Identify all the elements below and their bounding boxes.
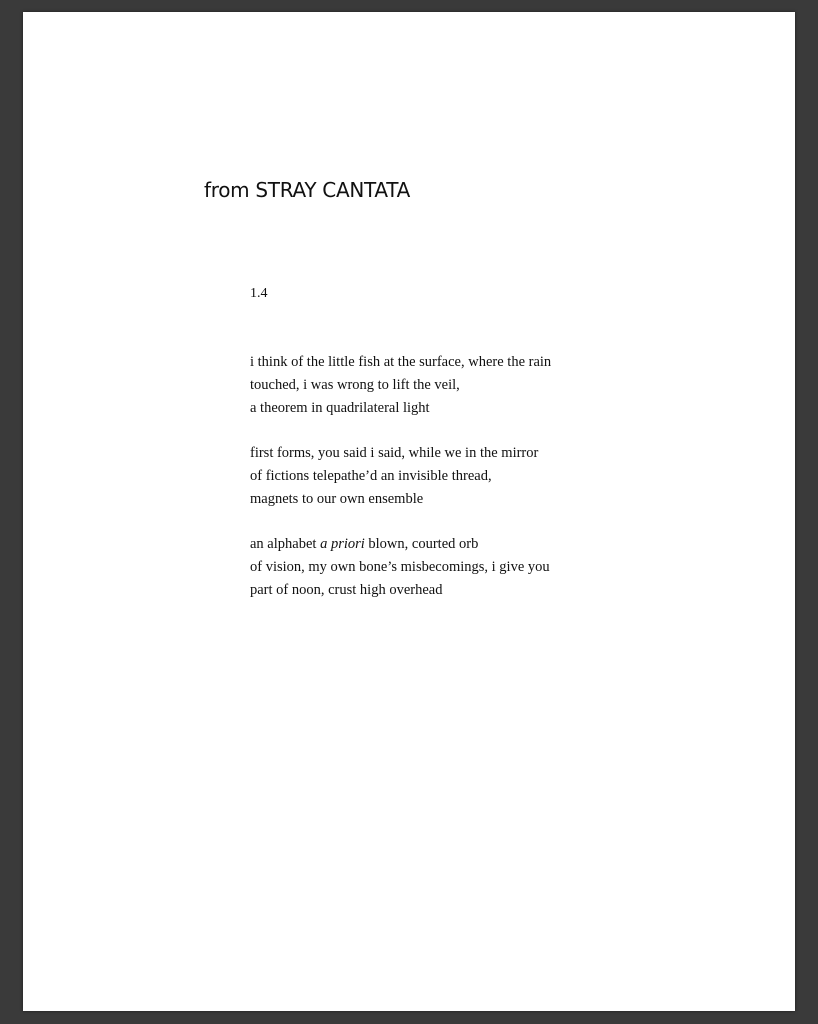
poem-line: part of noon, crust high overhead [250, 582, 443, 598]
poem-line: a theorem in quadrilateral light [250, 400, 430, 416]
page-title: from STRAY CANTATA [204, 178, 410, 202]
poem-line: magnets to our own ensemble [250, 491, 424, 507]
poem-italic-text: a priori [320, 536, 365, 552]
poem-line: i think of the little fish at the surface, where the rain [250, 354, 552, 370]
poem [250, 351, 551, 624]
stanza-2 [250, 442, 551, 511]
poem-line [250, 533, 551, 556]
poem-line: of fictions telepathe’d an invisible thread, [250, 468, 492, 484]
section-number: 1.4 [250, 286, 268, 301]
poem-line: touched, i was wrong to lift the veil, [250, 377, 460, 393]
poem-line: first forms, you said i said, while we in the mirror [250, 445, 539, 461]
stanza-3 [250, 533, 551, 602]
poem-text: blown, courted orb [364, 536, 479, 552]
stanza-1 [250, 351, 551, 420]
poem-line: of vision, my own bone’s misbecomings, i give you [250, 559, 550, 575]
poem-text: an alphabet [250, 536, 321, 552]
page [23, 12, 795, 1011]
